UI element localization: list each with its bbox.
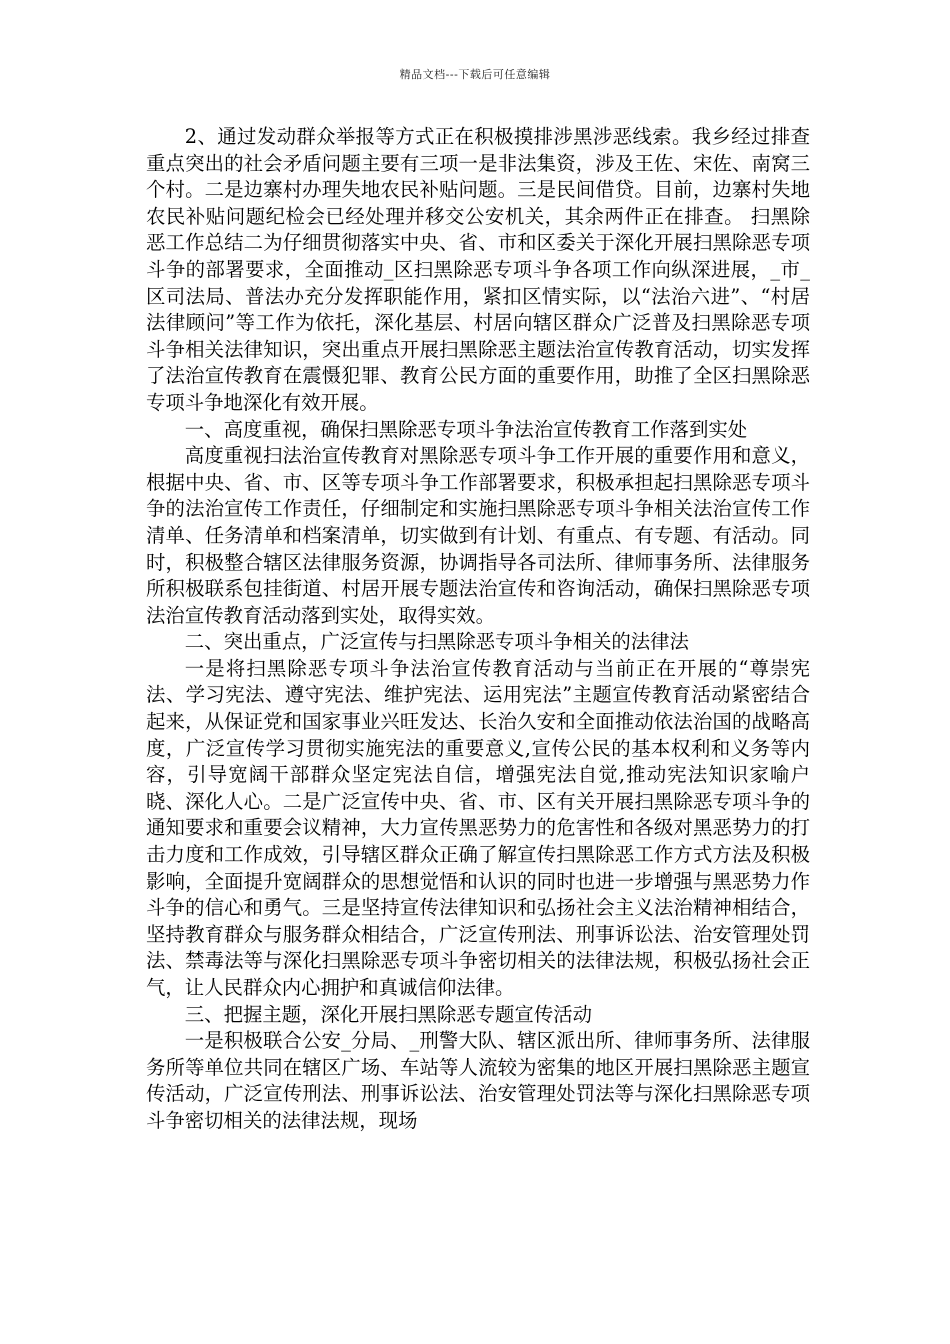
section-heading-3: 三、把握主题，深化开展扫黑除恶专题宣传活动 xyxy=(184,1002,592,1026)
document-body xyxy=(146,124,810,1135)
paragraph-4: 一是积极联合公安_分局、_刑警大队、辖区派出所、律师事务所、法律服务所等单位共同在辖区广场、车站等人流较为密集的地区开展扫黑除恶主题宣传活动，广泛宣传刑法、刑事诉讼法、治安管理处罚法等与深化扫黑除恶专项斗争密切相关的法律法规，现场 xyxy=(146,1029,810,1132)
paragraph-3: 一是将扫黑除恶专项斗争法治宣传教育活动与当前正在开展的“尊崇宪法、学习宪法、遵守宪法、维护宪法、运用宪法”主题宣传教育活动紧密结合起来，从保证党和国家事业兴旺发达、长治久安和全面推动依法治国的战略高度，广泛宣传学习贯彻实施宪法的重要意义,宣传公民的基本权利和义务等内容，引导宽阔干部群众坚定宪法自信，增强宪法自觉,推动宪法知识家喻户晓、深化人心。二是广泛宣传中央、省、市、区有关开展扫黑除恶专项斗争的通知要求和重要会议精神，大力宣传黑恶势力的危害性和各级对黑恶势力的打击力度和工作成效，引导辖区群众正确了解宣传扫黑除恶工作方式方法及积极影响，全面提升宽阔群众的思想觉悟和认识的同时也进一步增强与黑恶势力作斗争的信心和勇气。三是坚持宣传法律知识和弘扬社会主义法治精神相结合，坚持教育群众与服务群众相结合，广泛宣传刑法、刑事诉讼法、治安管理处罚法、禁毒法等与深化扫黑除恶专项斗争密切相关的法律法规，积极弘扬社会正气，让人民群众内心拥护和真诚信仰法律。 xyxy=(146,656,810,999)
paragraph-1: 2、通过发动群众举报等方式正在积极摸排涉黑涉恶线索。我乡经过排查重点突出的社会矛盾问题主要有三项一是非法集资，涉及王佐、宋佐、南窝三个村。二是边寨村办理失地农民补贴问题。三是民间借贷。目前，边寨村失地农民补贴问题纪检会已经处理并移交公安机关，其余两件正在排查。 扫黑除恶工作总结二为仔细贯彻落实中央、省、市和区委关于深化开展扫黑除恶专项斗争的部署要求，全面推动_区扫黑除恶专项斗争各项工作向纵深进展，_市_区司法局、普法办充分发挥职能作用，紧扣区情实际，以“法治六进”、“村居法律顾问”等工作为依托，深化基层、村居向辖区群众广泛普及扫黑除恶专项斗争相关法律知识，突出重点开展扫黑除恶主题法治宣传教育活动，切实发挥了法治宣传教育在震慑犯罪、教育公民方面的重要作用，助推了全区扫黑除恶专项斗争地深化有效开展。 xyxy=(146,125,810,414)
paragraph-2: 高度重视扫法治宣传教育对黑除恶专项斗争工作开展的重要作用和意义，根据中央、省、市、区等专项斗争工作部署要求，积极承担起扫黑除恶专项斗争的法治宣传工作责任，仔细制定和实施扫黑除恶专项斗争相关法治宣传工作清单、任务清单和档案清单，切实做到有计划、有重点、有专题、有活动。同时，积极整合辖区法律服务资源，协调指导各司法所、律师事务所、法律服务所积极联系包挂街道、村居开展专题法治宣传和咨询活动，确保扫黑除恶专项法治宣传教育活动落到实处，取得实效。 xyxy=(146,444,810,627)
page-header: 精品文档---下载后可任意编辑 xyxy=(399,68,551,81)
section-heading-1: 一、高度重视，确保扫黑除恶专项斗争法治宣传教育工作落到实处 xyxy=(184,417,748,441)
section-heading-2: 二、突出重点，广泛宣传与扫黑除恶专项斗争相关的法律法 xyxy=(184,630,689,654)
